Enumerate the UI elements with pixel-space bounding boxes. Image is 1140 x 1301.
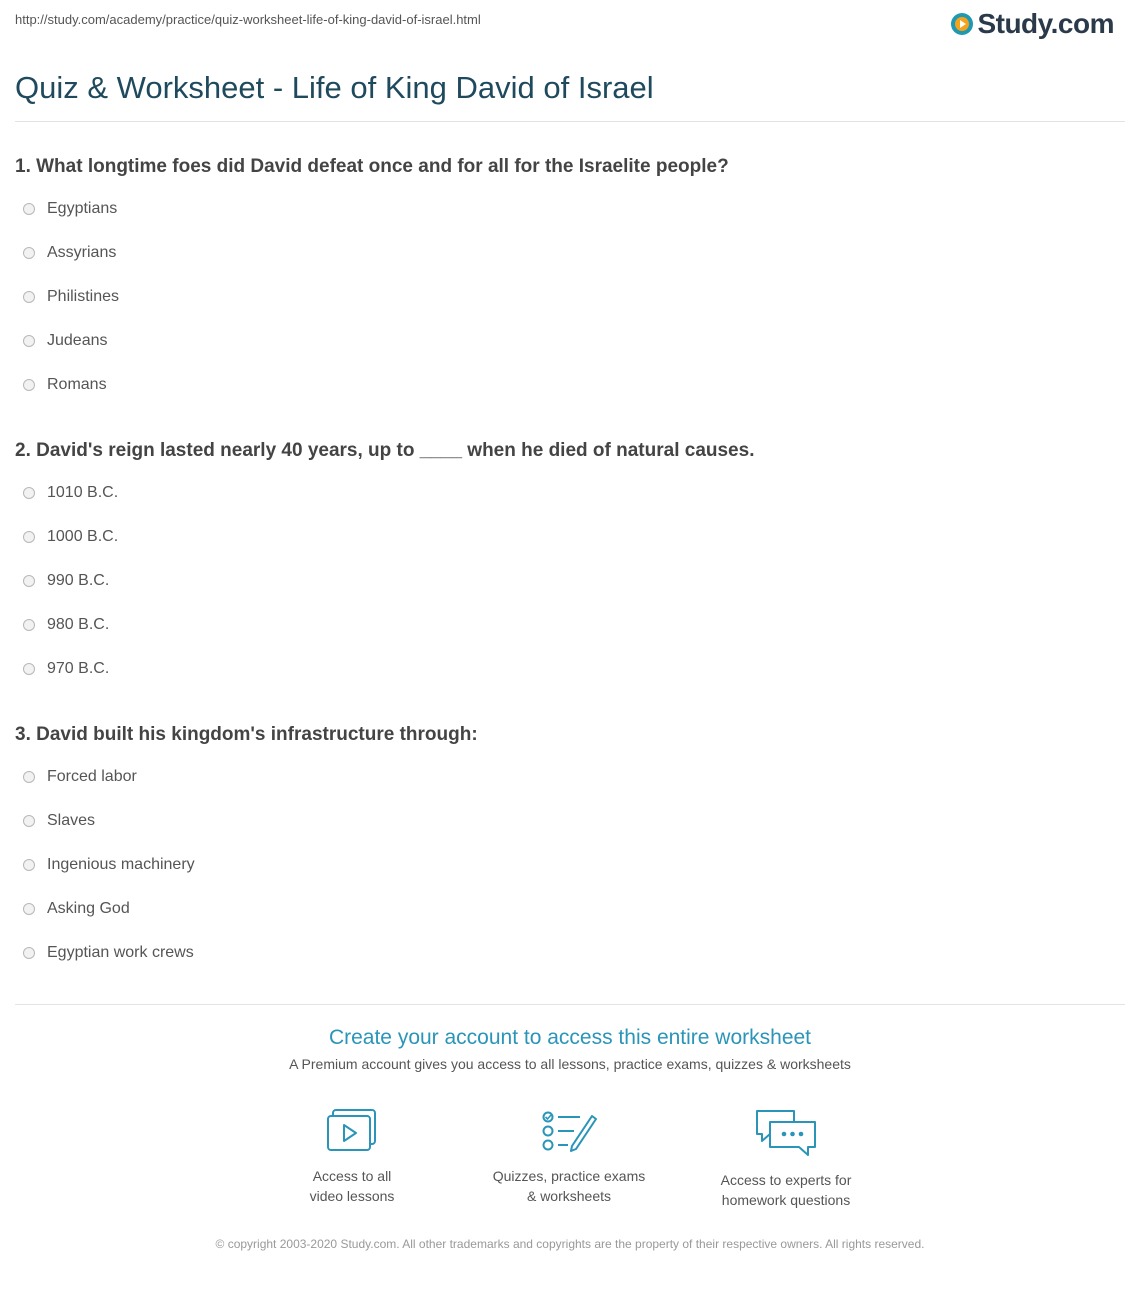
feature-experts [676, 1108, 896, 1210]
question-2 [15, 438, 1115, 703]
page-url: http://study.com/academy/practice/quiz-worksheet-life-of-king-david-of-israel.html [15, 12, 481, 27]
answer-option[interactable] [15, 571, 1115, 615]
question-text: 3. David built his kingdom's infrastructure through: [15, 724, 478, 745]
study-logo-text: Study.com [977, 8, 1114, 39]
feature-label-line: Access to experts for [720, 1172, 852, 1188]
answer-option[interactable] [15, 615, 1115, 659]
radio-button[interactable] [23, 947, 35, 959]
option-label: Ingenious machinery [47, 856, 195, 873]
radio-button[interactable] [23, 379, 35, 391]
option-label: 970 B.C. [47, 660, 110, 677]
top-bar [0, 0, 1140, 46]
radio-button[interactable] [23, 663, 35, 675]
answer-options [15, 483, 1115, 703]
radio-button[interactable] [23, 619, 35, 631]
answer-option[interactable] [15, 943, 1115, 987]
radio-button[interactable] [23, 815, 35, 827]
option-label: Philistines [47, 288, 120, 305]
option-label: Egyptian work crews [47, 944, 194, 961]
video-lessons-icon [325, 1108, 379, 1154]
radio-button[interactable] [23, 247, 35, 259]
feature-video-lessons [242, 1108, 462, 1206]
radio-button[interactable] [23, 291, 35, 303]
feature-label [676, 1170, 896, 1210]
radio-button[interactable] [23, 335, 35, 347]
feature-label-line: Access to all [312, 1168, 392, 1184]
answer-option[interactable] [15, 199, 1115, 243]
answer-option[interactable] [15, 483, 1115, 527]
study-logo[interactable] [951, 6, 1114, 42]
title-divider [15, 121, 1125, 122]
answer-option[interactable] [15, 659, 1115, 703]
copyright-notice: © copyright 2003-2020 Study.com. All other trademarks and copyrights are the property of their respective owners. All rights reserved. [215, 1237, 925, 1251]
feature-label-line: homework questions [721, 1192, 851, 1208]
question-1 [15, 154, 1115, 419]
option-label: 980 B.C. [47, 616, 110, 633]
radio-button[interactable] [23, 531, 35, 543]
feature-label [242, 1166, 462, 1206]
feature-label-line: & worksheets [526, 1188, 612, 1204]
option-label: Assyrians [47, 244, 117, 261]
option-label: 1010 B.C. [47, 484, 119, 501]
radio-button[interactable] [23, 487, 35, 499]
feature-label-line: Quizzes, practice exams [492, 1168, 646, 1184]
option-label: Judeans [47, 332, 108, 349]
questions-divider [15, 1004, 1125, 1005]
radio-button[interactable] [23, 859, 35, 871]
answer-option[interactable] [15, 767, 1115, 811]
answer-options [15, 199, 1115, 419]
answer-option[interactable] [15, 243, 1115, 287]
answer-options [15, 767, 1115, 987]
option-label: Egyptians [47, 200, 118, 217]
feature-label [459, 1166, 679, 1206]
page-title: Quiz & Worksheet - Life of King David of Israel [15, 70, 654, 105]
create-account-link[interactable]: Create your account to access this entire worksheet [328, 1026, 812, 1049]
answer-option[interactable] [15, 527, 1115, 571]
study-logo-icon [951, 13, 973, 35]
quiz-checklist-icon [540, 1108, 598, 1154]
radio-button[interactable] [23, 903, 35, 915]
answer-option[interactable] [15, 855, 1115, 899]
answer-option[interactable] [15, 899, 1115, 943]
premium-description: A Premium account gives you access to all lessons, practice exams, quizzes & worksheets [289, 1056, 851, 1072]
option-label: Asking God [47, 900, 130, 917]
feature-label-line: video lessons [309, 1188, 395, 1204]
radio-button[interactable] [23, 203, 35, 215]
answer-option[interactable] [15, 811, 1115, 855]
question-text: 2. David's reign lasted nearly 40 years, up to ____ when he died of natural causes. [15, 440, 755, 461]
option-label: 990 B.C. [47, 572, 110, 589]
answer-option[interactable] [15, 331, 1115, 375]
question-3 [15, 722, 1115, 987]
answer-option[interactable] [15, 375, 1115, 419]
radio-button[interactable] [23, 575, 35, 587]
option-label: Forced labor [47, 768, 137, 785]
option-label: Romans [47, 376, 107, 393]
feature-quizzes [459, 1108, 679, 1206]
question-text: 1. What longtime foes did David defeat once and for all for the Israelite people? [15, 156, 729, 177]
create-account-section [0, 1026, 1140, 1072]
option-label: 1000 B.C. [47, 528, 119, 545]
radio-button[interactable] [23, 771, 35, 783]
option-label: Slaves [47, 812, 96, 829]
chat-bubbles-icon [754, 1108, 818, 1158]
answer-option[interactable] [15, 287, 1115, 331]
